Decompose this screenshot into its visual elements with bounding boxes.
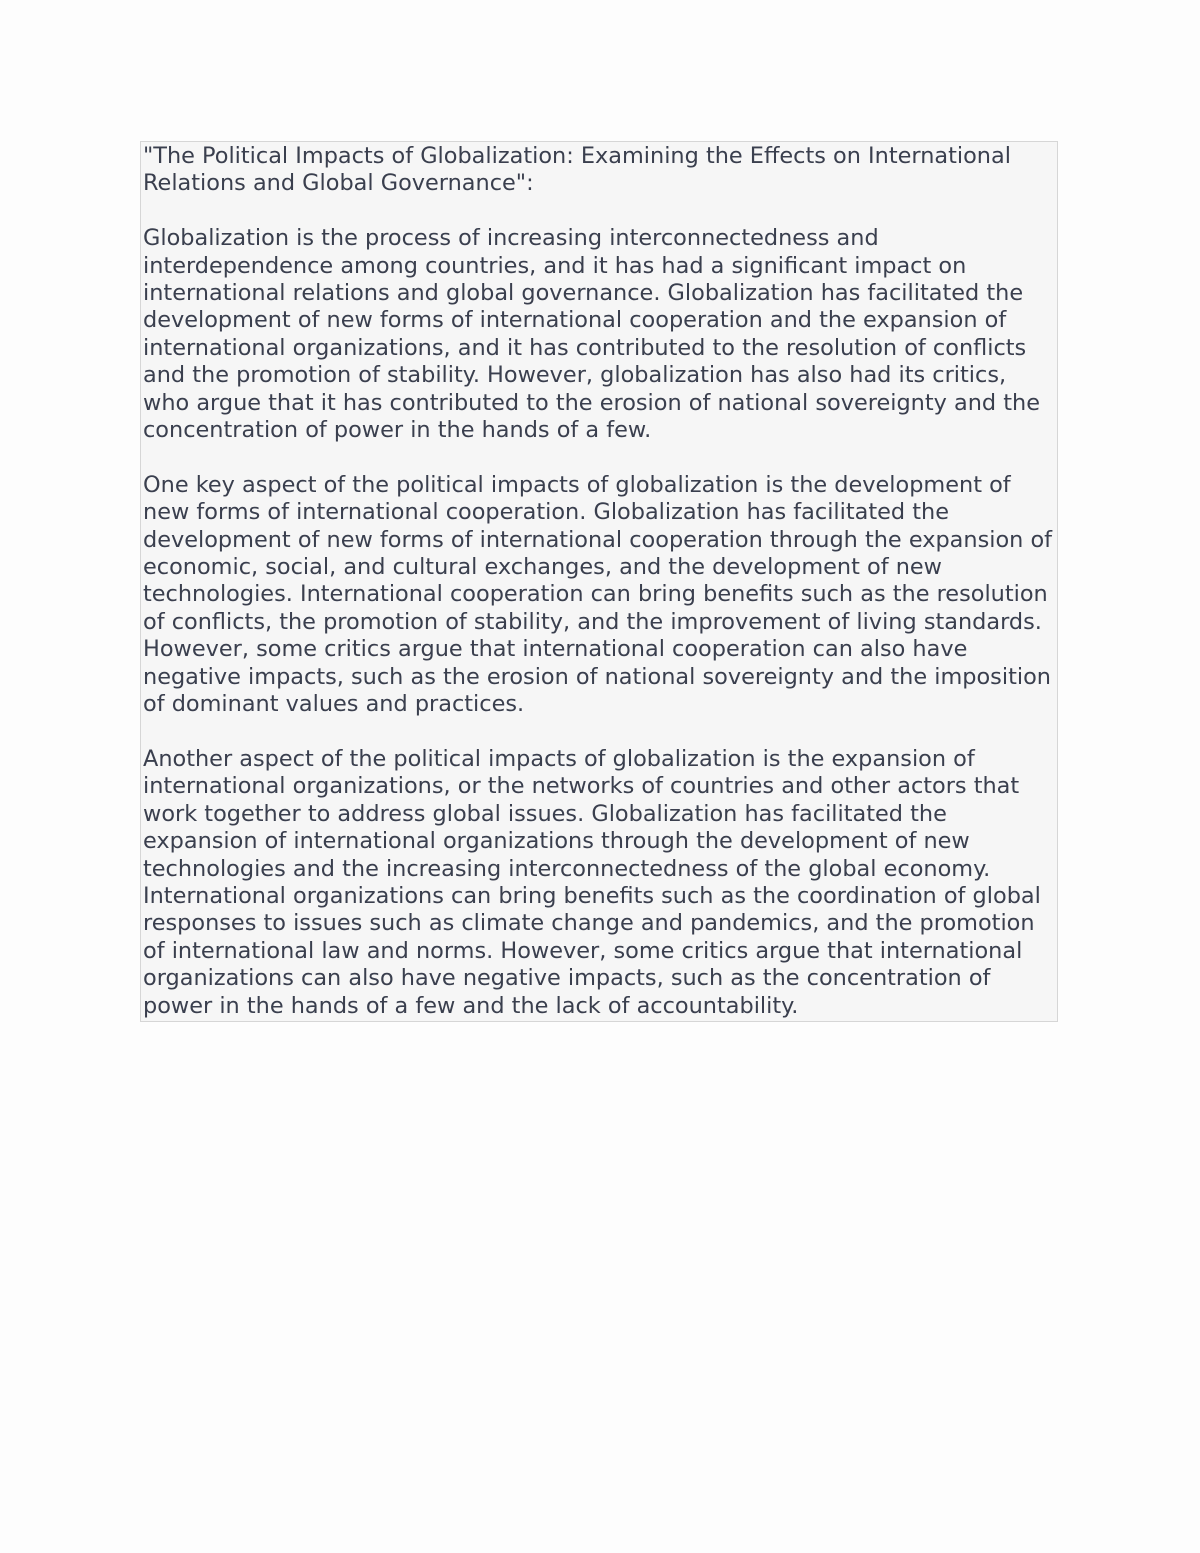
document-title: "The Political Impacts of Globalization: Examining the Effects on International Relations and Global Governance": bbox=[143, 143, 1011, 197]
paragraph-international-organizations: Another aspect of the political impacts of globalization is the expansion of international organizations, or the networks of countries and other actors that work together to address global issues. Globalization has facilitated the expansion of international organizations through the development of new technologies and the increasing interconnectedness of the global economy. International organizations can bring benefits such as the coordination of global responses to issues such as climate change and pandemics, and the promotion of international law and norms. However, some critics argue that international organizations can also have negative impacts, such as the concentration of power in the hands of a few and the lack of accountability. bbox=[143, 745, 1041, 1019]
text-box bbox=[140, 141, 1058, 1022]
paragraph-international-cooperation: One key aspect of the political impacts of globalization is the development of new forms of international cooperation. Globalization has facilitated the development of new forms of international cooperation through the expansion of economic, social, and cultural exchanges, and the development of new technologies. International cooperation can bring benefits such as the resolution of conflicts, the promotion of stability, and the improvement of living standards. However, some critics argue that international cooperation can also have negative impacts, such as the erosion of national sovereignty and the imposition of dominant values and practices. bbox=[143, 471, 1053, 718]
paragraph-introduction: Globalization is the process of increasing interconnectedness and interdependence among countries, and it has had a significant impact on international relations and global governance. Globalization has facilitated the development of new forms of international cooperation and the expansion of international organizations, and it has contributed to the resolution of conflicts and the promotion of stability. However, globalization has also had its critics, who argue that it has contributed to the erosion of national sovereignty and the concentration of power in the hands of a few. bbox=[143, 225, 1040, 444]
